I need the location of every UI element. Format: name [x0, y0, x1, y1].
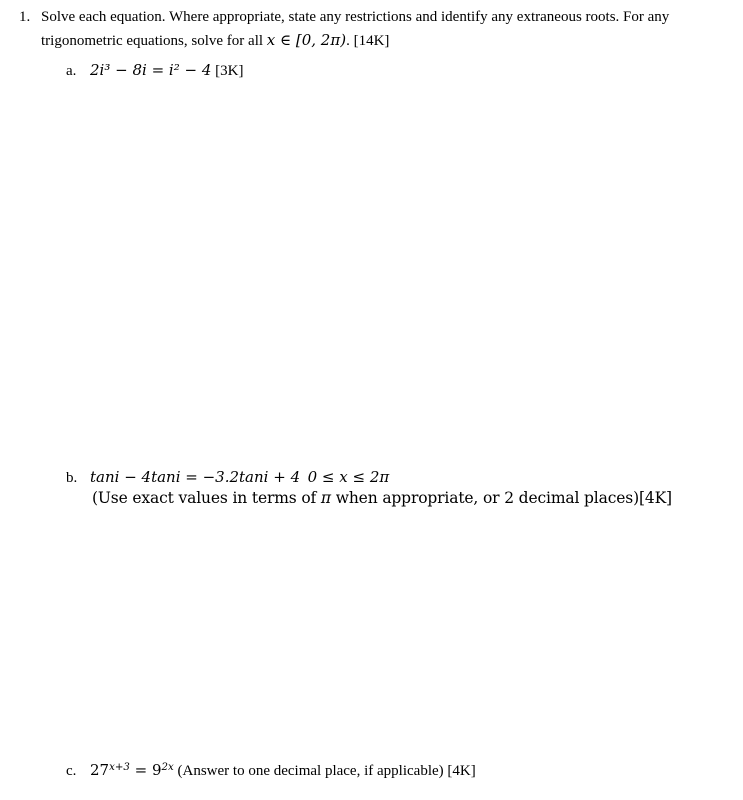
part-b-equation: tani − 4tani = −3.2tani + 4 — [90, 468, 301, 486]
part-c-label: c. — [66, 763, 77, 779]
question-instructions-line1: Solve each equation. Where appropriate, state any restrictions and identify any extraneous roots. For any — [41, 9, 670, 25]
part-b-equation-line — [90, 468, 389, 487]
part-c-equals: = — [129, 761, 152, 779]
part-c-base-right: 9 — [151, 761, 162, 779]
question-instructions-line2 — [41, 31, 389, 50]
part-c-note: (Answer to one decimal place, if applicable) [4K] — [173, 763, 476, 779]
part-b-note-after: when appropriate, or 2 decimal places)[4K] — [330, 489, 672, 507]
part-c-base-left: 27 — [90, 761, 110, 779]
part-c-equation-line — [90, 761, 476, 780]
part-b-label: b. — [66, 470, 78, 486]
part-b-note-before: (Use exact values in terms of — [92, 489, 321, 507]
domain-interval: x ∈ [0, 2π) — [266, 31, 347, 49]
part-c-exp-right: 2x — [161, 762, 174, 774]
part-b-instructions — [92, 489, 672, 507]
part-a-equation-line — [90, 61, 243, 80]
total-marks: . [14K] — [346, 33, 390, 49]
part-a-label: a. — [66, 63, 77, 79]
part-b-domain: 0 ≤ x ≤ 2π — [307, 468, 390, 486]
part-c-exp-left: x+3 — [109, 762, 130, 774]
question-number: 1. — [19, 9, 31, 25]
instructions-text: trigonometric equations, solve for all — [41, 33, 267, 49]
part-b-note-pi: π — [320, 489, 331, 507]
part-a-equation: 2i³ − 8i = i² − 4 — [90, 61, 212, 79]
part-a-marks: [3K] — [211, 63, 244, 79]
